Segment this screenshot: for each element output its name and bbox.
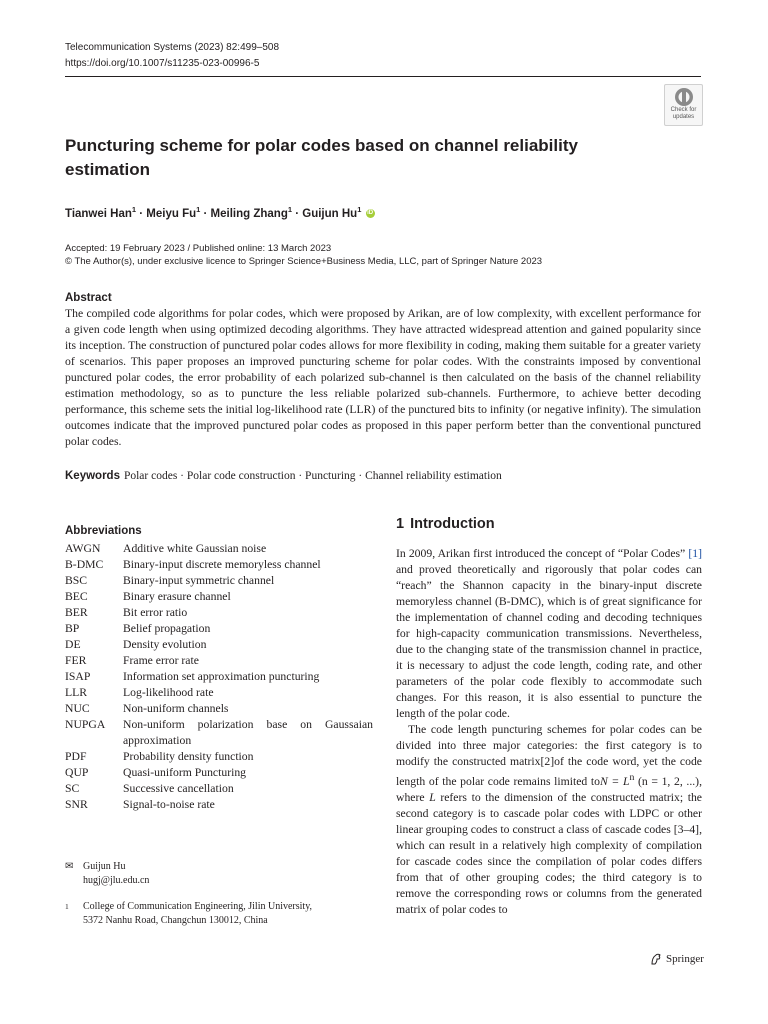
abbreviation-row [65,749,373,765]
abbreviation-row [65,637,373,653]
abstract-text: The compiled code algorithms for polar codes, which were proposed by Arikan, are of low complexity, with excellent performance for a given code length when using optimized decoding algorithms. They have attracted widespread attention and gained popularity since its inception. The construction of punctured polar codes allows for more flexibility in coding, making them suitable for a greater variety of scenarios. This paper proposes an improved puncturing scheme for polar codes. With the constraints imposed by conventional punctured polar codes, the error probability of each polarized sub-channel is then calculated on the basis of the channel reliability estimation methodology, so as to puncture the less reliable polarized sub-channels. Furthermore, to achieve better decoding performance, this scheme sets the initial log-likelihood rate (LLR) of the punctured bits to infinity (or negative infinity). The simulation outcomes indicate that the improved punctured polar codes as proposed in this paper perform better than the conventional punctured polar codes. [65,307,701,448]
citation-link[interactable]: [1] [688,547,702,560]
abstract-heading: Abstract [65,292,112,304]
abbreviation-definition: Non-uniform channels [123,702,229,715]
abbreviation-definition: Density evolution [123,638,207,651]
author-list: Tianwei Han$^1$ · Meiyu $Fu^1$ · Meiling Zhang$^1$ · Guijun Hu$^1$ iD [65,205,374,220]
abbreviations-list [65,541,373,813]
abbreviation-term: FER [65,654,87,667]
abbreviation-definition: Binary erasure channel [123,590,231,603]
author-name[interactable]: Tianwei Han [65,207,132,220]
abbreviation-term: BSC [65,574,88,587]
abbreviation-row [65,669,373,685]
envelope-icon: ✉ [65,861,74,872]
abbreviation-definition: Binary-input discrete memoryless channel [123,558,321,571]
publisher-name: Springer [666,953,704,965]
abbreviation-definition: Probability density function [123,750,254,763]
abbreviation-term: SC [65,782,80,795]
abbreviation-term: LLR [65,686,88,699]
updates-badge-line1: Check for [670,107,697,113]
orcid-icon[interactable]: iD [367,210,374,217]
abbreviation-term: BER [65,606,88,619]
check-for-updates-badge[interactable] [664,84,703,126]
journal-header [65,40,279,72]
abbreviation-row [65,557,373,573]
introduction-body [396,546,702,918]
keywords-label: Keywords [65,470,120,482]
corresponding-email[interactable]: hugj@jlu.edu.cn [83,874,150,886]
affiliation [65,900,312,927]
abbreviation-term: DE [65,638,81,651]
keywords [65,468,502,484]
abbreviation-term: NUC [65,702,90,715]
abbreviation-definition: Log-likelihood rate [123,686,214,699]
affiliation-line: 5372 Nanhu Road, Changchun 130012, China [83,914,268,926]
author-name[interactable]: Guijun Hu [302,207,358,220]
abbreviation-definition: Quasi-uniform Puncturing [123,766,247,779]
correspondence [65,860,149,887]
abbreviation-term: AWGN [65,542,101,555]
author-affiliation-mark: 1 [357,205,362,214]
abbreviation-definition: Binary-input symmetric channel [123,574,275,587]
abbreviation-term: QUP [65,766,89,779]
publication-dates [65,242,542,268]
accepted-published-dates: Accepted: 19 February 2023 / Published online: 13 March 2023 [65,243,332,254]
abbreviation-row [65,797,373,813]
publisher-footer [649,951,704,967]
author-name[interactable]: Meiyu Fu [146,207,197,220]
abbreviation-row [65,621,373,637]
abbreviation-term: B-DMC [65,558,104,571]
affiliation-line: College of Communication Engineering, Jilin University, [83,901,313,912]
abbreviations-heading: Abbreviations [65,525,142,537]
corresponding-author: Guijun Hu [83,861,126,872]
abbreviation-term: BEC [65,590,88,603]
abbreviation-definition: Additive white Gaussian noise [123,542,267,555]
copyright-notice: © The Author(s), under exclusive licence to Springer Science+Business Media, LLC, part of Springer Nature 2023 [65,256,543,267]
abbreviation-row [65,717,373,749]
abbreviation-term: NUPGA [65,718,106,731]
abbreviation-row [65,765,373,781]
abbreviation-definition: Bit error ratio [123,606,188,619]
keywords-values: Polar codes · Polar code construction · Puncturing · Channel reliability estimation [123,470,502,482]
abbreviation-definition: Frame error rate [123,654,199,667]
section-number: 1 [396,516,405,532]
abbreviation-definition: Signal-to-noise rate [123,798,215,811]
abbreviation-row [65,605,373,621]
math-expression: N = L [600,774,630,788]
abbreviation-definition: Non-uniform polarization base on Gaussaian approximation [123,718,373,747]
abbreviation-definition: Successive cancellation [123,782,234,795]
abbreviation-row [65,541,373,557]
section-title: Introduction [410,516,495,532]
abbreviation-row [65,701,373,717]
springer-horse-icon [649,952,663,966]
author-affiliation-mark: 1 [131,205,137,214]
paper-title: Puncturing scheme for polar codes based on channel reliability estimation [65,136,578,179]
author-name[interactable]: Meiling Zhang [210,207,288,220]
paragraph: In 2009, Arikan first introduced the concept of “Polar Codes” [1] and proved theoretically and rigorously that polar codes can “reach” the Shannon capacity in the binary-input discrete memoryless channel (B-DMC), which is of great significance for the implementation of channel coding and decoding techniques for high-capacity communication transmissions. Nevertheless, due to the changing state of the transmission channel in practice, it is necessary to adjust the code length, coding rate, and other parameters of the polar code flexibly to accommodate such changes. For this reason, it is also essential to puncture the length of the polar code. [396,547,702,720]
section-heading-introduction [396,515,495,533]
abbreviation-row [65,685,373,701]
abbreviation-row [65,781,373,797]
crossmark-icon [674,87,694,107]
abbreviation-definition: Belief propagation [123,622,211,635]
abbreviation-term: BP [65,622,80,635]
doi-link[interactable]: https://doi.org/10.1007/s11235-023-00996-5 [65,58,260,69]
abbreviation-term: ISAP [65,670,91,683]
header-divider [65,76,701,77]
paragraph: The code length puncturing schemes for polar codes can be divided into three major categories: the first category is to modify the constructed matrix[2]of the code word, yet the code length of the polar code remains limited toN = $L^n$ (n = 1, 2, ...), where L refers to the dimension of the constructed matrix; the second category is to cascade polar codes with LDPC or other linear grouping codes to construct a class of cascade codes [3–4], which can result in a relatively high complexity of compilation for cascade codes since the compilation of polar codes differs from that of other grouping codes; the third category is to remove the corresponding rows or columns from the generated matrix of polar codes to [396,723,702,916]
abbreviation-row [65,573,373,589]
abbreviation-term: SNR [65,798,88,811]
author-affiliation-mark: 1 [196,205,201,214]
author-affiliation-mark: 1 [287,205,293,214]
abbreviation-term: PDF [65,750,87,763]
updates-badge-line2: updates [672,113,695,120]
abbreviation-definition: Information set approximation puncturing [123,670,320,683]
affiliation-number: 1 [65,902,69,911]
journal-citation: Telecommunication Systems (2023) 82:499–508 [65,42,280,53]
abbreviation-row [65,653,373,669]
abbreviation-row [65,589,373,605]
